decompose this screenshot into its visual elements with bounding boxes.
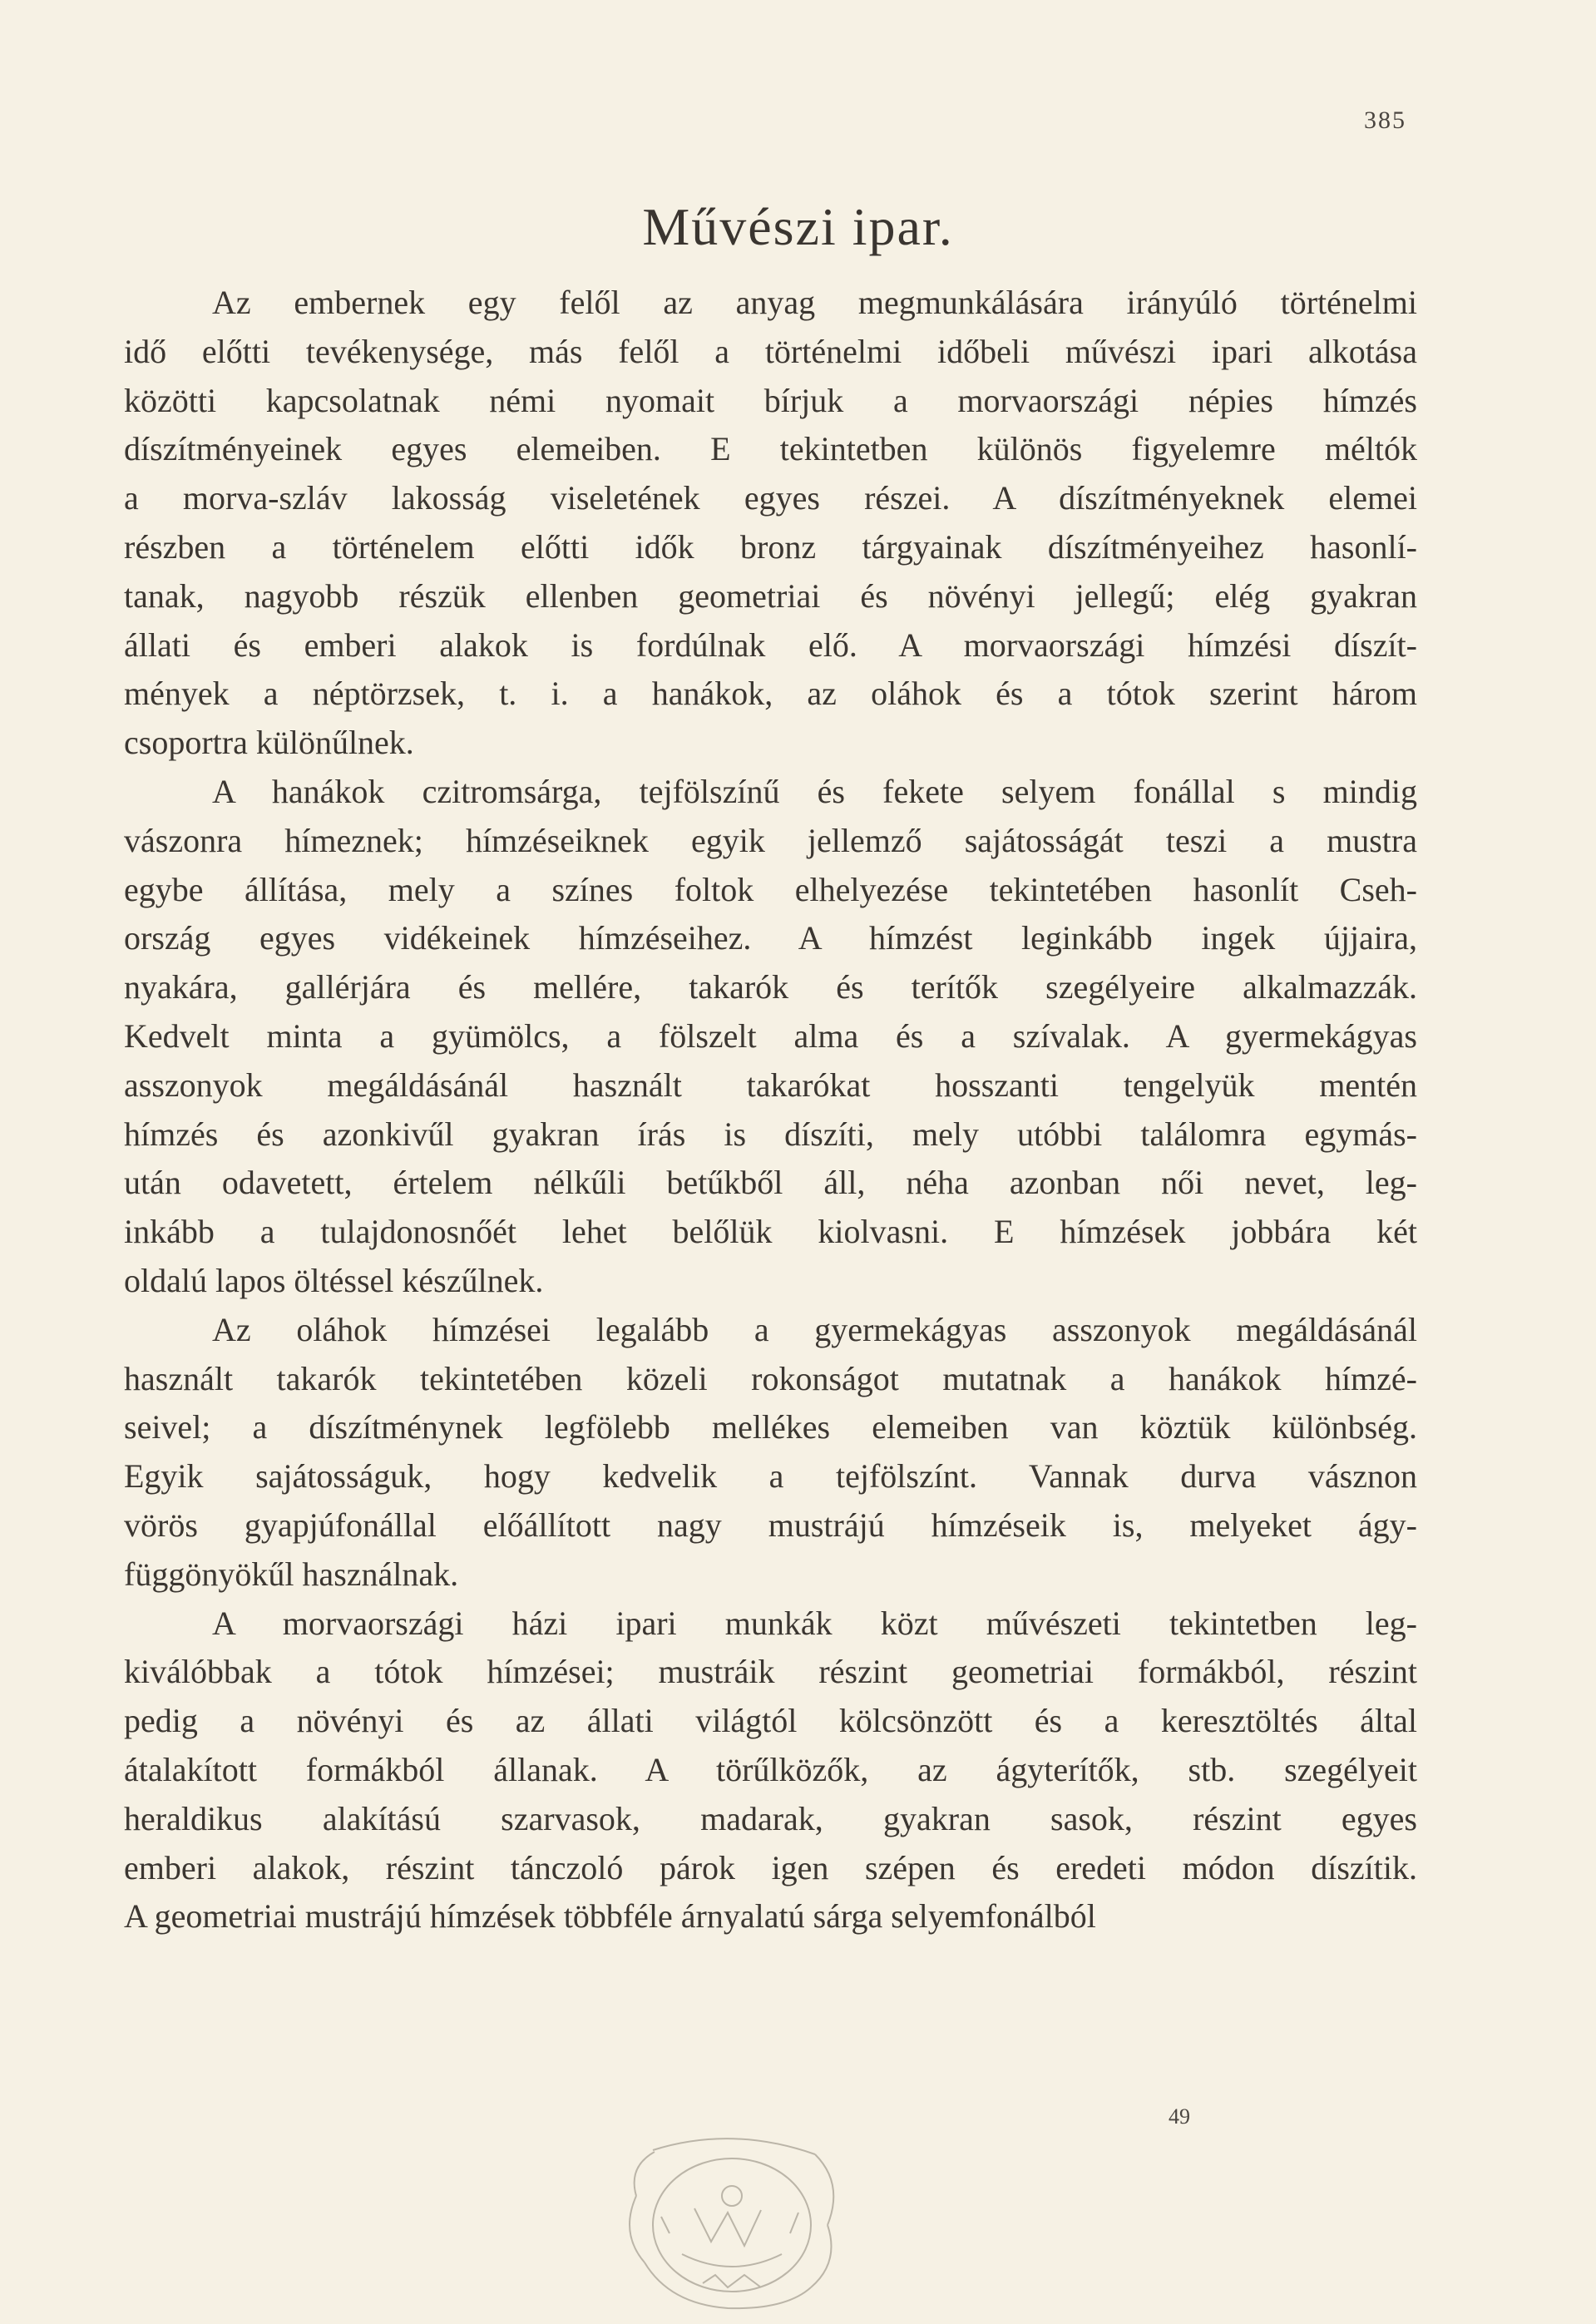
text-line: ország egyes vidékeinek hímzéseihez. A hímzést leginkább ingek újjaira, [124,919,1417,957]
text-line: emberi alakok, részint tánczoló párok igen szépen és eredeti módon díszítik. [124,1848,1417,1886]
text-line: asszonyok megáldásánál használt takarókat hosszanti tengelyük mentén [124,1066,1417,1104]
text-line: közötti kapcsolatnak némi nyomait bírjuk a morvaországi népies hímzés [124,381,1417,419]
text-line: használt takarók tekintetében közeli rokonságot mutatnak a hanákok hímzé- [124,1359,1417,1397]
text-line: átalakított formákból állanak. A törűlközők, az ágyterítők, stb. szegélyeit [124,1750,1417,1788]
paragraph [124,768,1417,1306]
signature-mark: 49 [1169,2104,1190,2129]
chapter-title: Művészi ipar. [642,197,954,256]
page-number: 385 [1364,106,1406,134]
text-line: pedig a növényi és az állati világtól kölcsönzött és a keresztöltés által [124,1702,1417,1740]
text-line: tanak, nagyobb részük ellenben geometriai és növényi jellegű; elég gyakran [124,576,1417,615]
text-line: A hanákok czitromsárga, tejfölszínű és fekete selyem fonállal s mindig [212,772,1417,810]
paragraph [124,1306,1417,1600]
text-line: Egyik sajátosságuk, hogy kedvelik a tejfölszínt. Vannak durva vásznon [124,1457,1417,1496]
body-text [124,279,1417,1941]
text-line: egybe állítása, mely a színes foltok elhelyezése tekintetében hasonlít Cseh- [124,870,1417,908]
text-line: után odavetett, értelem nélkűli betűkből áll, néha azonban női nevet, leg- [124,1164,1417,1202]
library-stamp-icon [603,2117,861,2317]
text-line: díszítményeinek egyes elemeiben. E tekintetben különös figyelemre méltók [124,430,1417,468]
text-line: heraldikus alakítású szarvasok, madarak, gyakran sasok, részint egyes [124,1799,1417,1837]
paragraph [124,1600,1417,1942]
text-line: részben a történelem előtti idők bronz tárgyainak díszítményeihez hasonlí- [124,527,1417,566]
text-line: Az oláhok hímzései legalább a gyermekágyas asszonyok megáldásánál [212,1310,1417,1348]
text-line: idő előtti tevékenysége, más felől a történelmi időbeli művészi ipari alkotása [124,332,1417,370]
text-line: csoportra különűlnek. [124,724,414,762]
text-line: függönyökűl használnak. [124,1555,459,1593]
text-line: inkább a tulajdonosnőét lehet belőlük kiolvasni. E hímzések jobbára két [124,1213,1417,1251]
text-line: oldalú lapos öltéssel készűlnek. [124,1261,544,1299]
text-line: kiválóbbak a tótok hímzései; mustráik részint geometriai formákból, részint [124,1653,1417,1691]
text-line: seivel; a díszítménynek legfölebb mellékes elemeiben van köztük különbség. [124,1408,1417,1446]
text-line: állati és emberi alakok is fordúlnak elő. A morvaországi hímzési díszít- [124,626,1417,664]
text-line: Kedvelt minta a gyümölcs, a fölszelt alma és a szívalak. A gyermekágyas [124,1016,1417,1055]
text-line: mények a néptörzsek, t. i. a hanákok, az oláhok és a tótok szerint három [124,675,1417,713]
text-line: vörös gyapjúfonállal előállított nagy mustrájú hímzéseik is, melyeket ágy- [124,1506,1417,1544]
text-line: nyakára, gallérjára és mellére, takarók és terítők szegélyeire alkalmazzák. [124,968,1417,1006]
text-line: a morva-szláv lakosság viseletének egyes részei. A díszítményeknek elemei [124,479,1417,517]
text-line: vászonra hímeznek; hímzéseiknek egyik jellemző sajátosságát teszi a mustra [124,821,1417,859]
text-line: Az embernek egy felől az anyag megmunkálására irányúló történelmi [212,284,1417,321]
text-line: hímzés és azonkivűl gyakran írás is díszíti, mely utóbbi találomra egymás- [124,1115,1417,1153]
text-line: A geometriai mustrájú hímzések többféle árnyalatú sárga selyemfonálból [124,1897,1096,1936]
paragraph [124,279,1417,768]
text-line: A morvaországi házi ipari munkák közt művészeti tekintetben leg- [212,1604,1417,1642]
